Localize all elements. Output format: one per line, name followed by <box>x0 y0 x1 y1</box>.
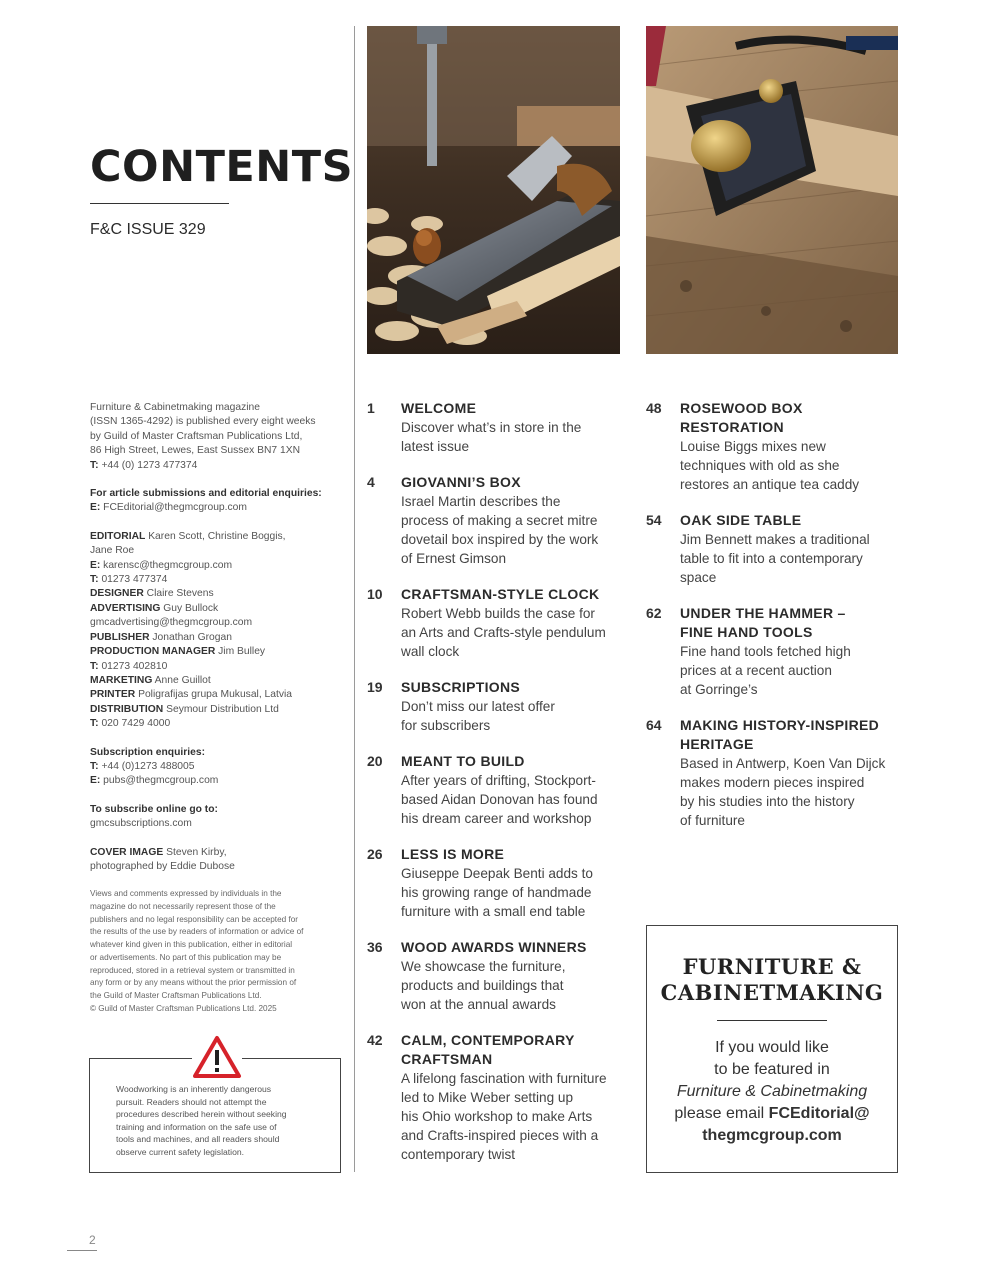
submissions-heading: For article submissions and editorial enquiries: <box>90 488 322 500</box>
toc-entry[interactable] <box>367 473 622 568</box>
warning-line: training and information on the safe use of <box>116 1121 277 1132</box>
subscription-block <box>90 746 348 789</box>
toc-entry-description: Don’t miss our latest offer <box>401 699 555 714</box>
promo-text <box>647 1037 897 1147</box>
production-phone: 01273 402810 <box>101 660 168 672</box>
toc-entry[interactable] <box>367 845 622 921</box>
editorial-phone: 01273 477374 <box>101 574 168 586</box>
cover-credit: Steven Kirby, <box>166 846 227 858</box>
toc-entry-description: Discover what’s in store in the <box>401 420 582 435</box>
toc-entry-title: MEANT TO BUILD <box>401 753 525 769</box>
toc-entry-body <box>401 1031 622 1164</box>
phone-label: T: <box>90 574 99 586</box>
disclaimer-line: Views and comments expressed by individuals in the <box>90 889 282 899</box>
toc-entry-title: WELCOME <box>401 400 477 416</box>
phone-label: T: <box>90 660 99 672</box>
toc-entry[interactable] <box>646 399 901 494</box>
editorial-names: Karen Scott, Christine Boggis, <box>148 530 286 542</box>
toc-entry-title: MAKING HISTORY-INSPIRED <box>680 717 880 733</box>
toc-page-number: 19 <box>367 679 383 695</box>
subscription-phone: +44 (0)1273 488005 <box>101 760 195 772</box>
promo-line: If you would like <box>715 1039 829 1056</box>
toc-page-number: 62 <box>646 605 662 621</box>
distribution-name: Seymour Distribution Ltd <box>166 703 279 715</box>
toc-entry-description: table to fit into a contemporary <box>680 551 863 566</box>
cover-credit-2: photographed by Eddie Dubose <box>90 860 235 872</box>
editorial-email[interactable]: karensc@thegmcgroup.com <box>103 559 233 571</box>
feature-promo-box <box>646 925 898 1173</box>
toc-entry-description: process of making a secret mitre <box>401 513 598 528</box>
toc-entry-description: of Ernest Gimson <box>401 551 507 566</box>
phone-label: T: <box>90 459 99 471</box>
toc-entry-body <box>401 938 622 1014</box>
publisher-name: Jonathan Grogan <box>152 631 232 643</box>
toc-entry-description: an Arts and Crafts-style pendulum <box>401 625 606 640</box>
online-block <box>90 803 348 832</box>
warning-icon <box>192 1035 242 1079</box>
toc-entry-description: at Gorringe’s <box>680 682 758 697</box>
toc-entry[interactable] <box>367 678 622 735</box>
toc-entry-title: GIOVANNI’S BOX <box>401 474 521 490</box>
disclaimer-line: the Guild of Master Craftsman Publications Ltd. <box>90 991 262 1000</box>
disclaimer <box>90 888 348 1015</box>
production-label: PRODUCTION MANAGER <box>90 646 216 658</box>
warning-line: procedures described herein without seeking <box>116 1109 287 1119</box>
toc-entry-body <box>401 678 622 735</box>
printer-name: Poligrafijas grupa Mukusal, Latvia <box>138 689 293 701</box>
toc-entry-title: ROSEWOOD BOX <box>680 400 803 416</box>
toc-entry[interactable] <box>646 716 901 830</box>
disclaimer-line: publishers and no legal responsibility can be accepted for <box>90 914 299 924</box>
toc-entry-description: furniture with a small end table <box>401 904 586 919</box>
warning-line: observe current safety legislation. <box>116 1146 245 1157</box>
toc-entry-title: HERITAGE <box>680 736 754 752</box>
toc-entry-description: of furniture <box>680 813 745 828</box>
phone-label: T: <box>90 760 99 772</box>
title-divider <box>90 203 229 204</box>
workbench-plane-photo <box>646 26 898 354</box>
promo-line: please email <box>674 1105 769 1122</box>
disclaimer-line: whatever kind given in this publication, either in editorial <box>90 940 293 950</box>
toc-entry-description: dovetail box inspired by the work <box>401 532 599 547</box>
toc-entry[interactable] <box>367 1031 622 1164</box>
toc-entry-description: contemporary twist <box>401 1147 516 1162</box>
toc-entry-description: Fine hand tools fetched high <box>680 644 851 659</box>
toc-entry-description: Jim Bennett makes a traditional <box>680 532 870 547</box>
toc-entry-description: won at the annual awards <box>401 997 556 1012</box>
advertising-label: ADVERTISING <box>90 602 161 614</box>
toc-page-number: 54 <box>646 512 662 528</box>
advertising-email[interactable]: gmcadvertising@thegmcgroup.com <box>90 617 253 629</box>
subscription-heading: Subscription enquiries: <box>90 746 205 758</box>
page-number: 2 <box>89 1233 96 1247</box>
toc-entry-description: latest issue <box>401 439 470 454</box>
toc-entry-body <box>401 845 622 921</box>
toc-entry-description: prices at a recent auction <box>680 663 832 678</box>
logo-line: FURNITURE & <box>682 954 862 979</box>
column-divider <box>354 26 355 1172</box>
marketing-label: MARKETING <box>90 674 153 686</box>
distribution-phone: 020 7429 4000 <box>101 718 171 730</box>
warning-line: pursuit. Readers should not attempt the <box>116 1096 267 1107</box>
toc-entry-title: UNDER THE HAMMER – <box>680 605 846 621</box>
toc-entry-title: SUBSCRIPTIONS <box>401 679 521 695</box>
issue-label: F&C ISSUE 329 <box>90 221 206 238</box>
submissions-block <box>90 487 348 516</box>
promo-divider <box>717 1020 827 1021</box>
publisher-label: PUBLISHER <box>90 631 150 643</box>
toc-entry-description: wall clock <box>401 644 460 659</box>
toc-entry-title: WOOD AWARDS WINNERS <box>401 939 587 955</box>
subscription-email[interactable]: pubs@thegmcgroup.com <box>103 775 219 787</box>
publisher-block <box>90 401 348 473</box>
toc-entry-description: space <box>680 570 717 585</box>
toc-entry-title: FINE HAND TOOLS <box>680 624 813 640</box>
toc-entry[interactable] <box>367 399 622 456</box>
toc-entry[interactable] <box>646 511 901 587</box>
toc-entry-description: his dream career and workshop <box>401 811 592 826</box>
toc-entry[interactable] <box>367 752 622 828</box>
contents-list-left <box>367 399 622 1181</box>
toc-entry-description: techniques with old as she <box>680 458 840 473</box>
toc-entry-description: his Ohio workshop to make Arts <box>401 1109 593 1124</box>
toc-entry-description: We showcase the furniture, <box>401 959 566 974</box>
publisher-line: 86 High Street, Lewes, East Sussex BN7 1XN <box>90 445 301 457</box>
hand-plane-photo <box>367 26 620 354</box>
toc-page-number: 42 <box>367 1032 383 1048</box>
toc-page-number: 36 <box>367 939 383 955</box>
safety-warning-text <box>116 1083 321 1158</box>
toc-entry-body <box>401 752 622 828</box>
toc-entry-body <box>401 399 622 456</box>
toc-page-number: 20 <box>367 753 383 769</box>
publisher-line: by Guild of Master Craftsman Publications Ltd, <box>90 430 303 442</box>
editorial-label: EDITORIAL <box>90 530 146 542</box>
toc-page-number: 10 <box>367 586 383 602</box>
toc-page-number: 4 <box>367 474 375 490</box>
toc-page-number: 48 <box>646 400 662 416</box>
toc-entry-description: Robert Webb builds the case for <box>401 606 595 621</box>
toc-entry[interactable] <box>367 938 622 1014</box>
staff-block <box>90 530 348 732</box>
toc-entry-title: LESS IS MORE <box>401 846 505 862</box>
toc-entry-title: RESTORATION <box>680 419 784 435</box>
toc-page-number: 26 <box>367 846 383 862</box>
disclaimer-line: magazine do not necessarily represent those of the <box>90 902 276 912</box>
distribution-label: DISTRIBUTION <box>90 703 164 715</box>
toc-entry-title: CRAFTSMAN <box>401 1051 493 1067</box>
toc-entry-body <box>680 716 901 830</box>
toc-page-number: 1 <box>367 400 375 416</box>
toc-entry-body <box>680 399 901 494</box>
disclaimer-line: reproduced, stored in a retrieval system or transmitted in <box>90 965 295 975</box>
toc-entry-body <box>401 473 622 568</box>
printer-label: PRINTER <box>90 689 136 701</box>
email-label: E: <box>90 502 101 514</box>
toc-entry-body <box>680 511 901 587</box>
toc-entry-body <box>680 604 901 699</box>
toc-entry-description: Based in Antwerp, Koen Van Dijck <box>680 756 886 771</box>
promo-line: to be featured in <box>714 1061 830 1078</box>
toc-entry[interactable] <box>646 604 901 699</box>
production-name: Jim Bulley <box>218 646 266 658</box>
phone-label: T: <box>90 718 99 730</box>
toc-entry-description: his growing range of handmade <box>401 885 592 900</box>
promo-email-domain[interactable]: thegmcgroup.com <box>702 1127 842 1144</box>
editorial-names-2: Jane Roe <box>90 545 135 557</box>
cover-label: COVER IMAGE <box>90 846 164 858</box>
toc-entry-description: restores an antique tea caddy <box>680 477 860 492</box>
disclaimer-line: or advertisements. No part of this publication may be <box>90 952 282 962</box>
toc-entry-description: Giuseppe Deepak Benti adds to <box>401 866 593 881</box>
disclaimer-line: any form or by any means without the prior permission of <box>90 978 297 988</box>
toc-entry-description: Louise Biggs mixes new <box>680 439 826 454</box>
toc-entry-description: for subscribers <box>401 718 491 733</box>
submissions-email[interactable]: FCEditorial@thegmcgroup.com <box>103 502 247 514</box>
cover-block <box>90 846 348 875</box>
safety-warning-box <box>89 1058 341 1173</box>
disclaimer-line: © Guild of Master Craftsman Publications Ltd. 2025 <box>90 1003 277 1013</box>
designer-label: DESIGNER <box>90 588 144 600</box>
publisher-phone: +44 (0) 1273 477374 <box>101 459 198 471</box>
imprint-column <box>90 401 348 1029</box>
toc-entry-description: led to Mike Weber setting up <box>401 1090 574 1105</box>
page-title: CONTENTS <box>90 142 354 192</box>
online-url[interactable]: gmcsubscriptions.com <box>90 818 192 830</box>
email-label: E: <box>90 559 101 571</box>
designer-name: Claire Stevens <box>146 588 214 600</box>
logo-line: CABINETMAKING <box>660 980 884 1005</box>
promo-email[interactable]: FCEditorial@ <box>768 1105 870 1122</box>
toc-entry-description: products and buildings that <box>401 978 564 993</box>
warning-line: tools and machines, and all readers should <box>116 1134 280 1144</box>
toc-page-number: 64 <box>646 717 662 733</box>
online-heading: To subscribe online go to: <box>90 803 218 815</box>
advertising-name: Guy Bullock <box>163 602 219 614</box>
publisher-line: Furniture & Cabinetmaking magazine <box>90 402 260 413</box>
magazine-logo <box>647 954 897 1006</box>
toc-entry[interactable] <box>367 585 622 661</box>
toc-entry-title: OAK SIDE TABLE <box>680 512 802 528</box>
warning-line: Woodworking is an inherently dangerous <box>116 1084 272 1094</box>
email-label: E: <box>90 775 101 787</box>
marketing-name: Anne Guillot <box>154 674 211 686</box>
toc-entry-description: Israel Martin describes the <box>401 494 561 509</box>
toc-entry-description: based Aidan Donovan has found <box>401 792 598 807</box>
toc-entry-title: CRAFTSMAN-STYLE CLOCK <box>401 586 600 602</box>
toc-entry-body <box>401 585 622 661</box>
toc-entry-description: by his studies into the history <box>680 794 855 809</box>
toc-entry-description: A lifelong fascination with furniture <box>401 1071 607 1086</box>
disclaimer-line: the results of the use by readers of information or advice of <box>90 927 304 937</box>
toc-entry-description: and Crafts-inspired pieces with a <box>401 1128 599 1143</box>
publisher-line: (ISSN 1365-4292) is published every eight weeks <box>90 416 316 428</box>
magazine-name: Furniture & Cabinetmaking <box>676 1083 868 1100</box>
page-number-rule <box>67 1250 97 1251</box>
contents-list-right <box>646 399 901 847</box>
toc-entry-title: CALM, CONTEMPORARY <box>401 1032 575 1048</box>
toc-entry-description: makes modern pieces inspired <box>680 775 865 790</box>
toc-entry-description: After years of drifting, Stockport- <box>401 773 596 788</box>
